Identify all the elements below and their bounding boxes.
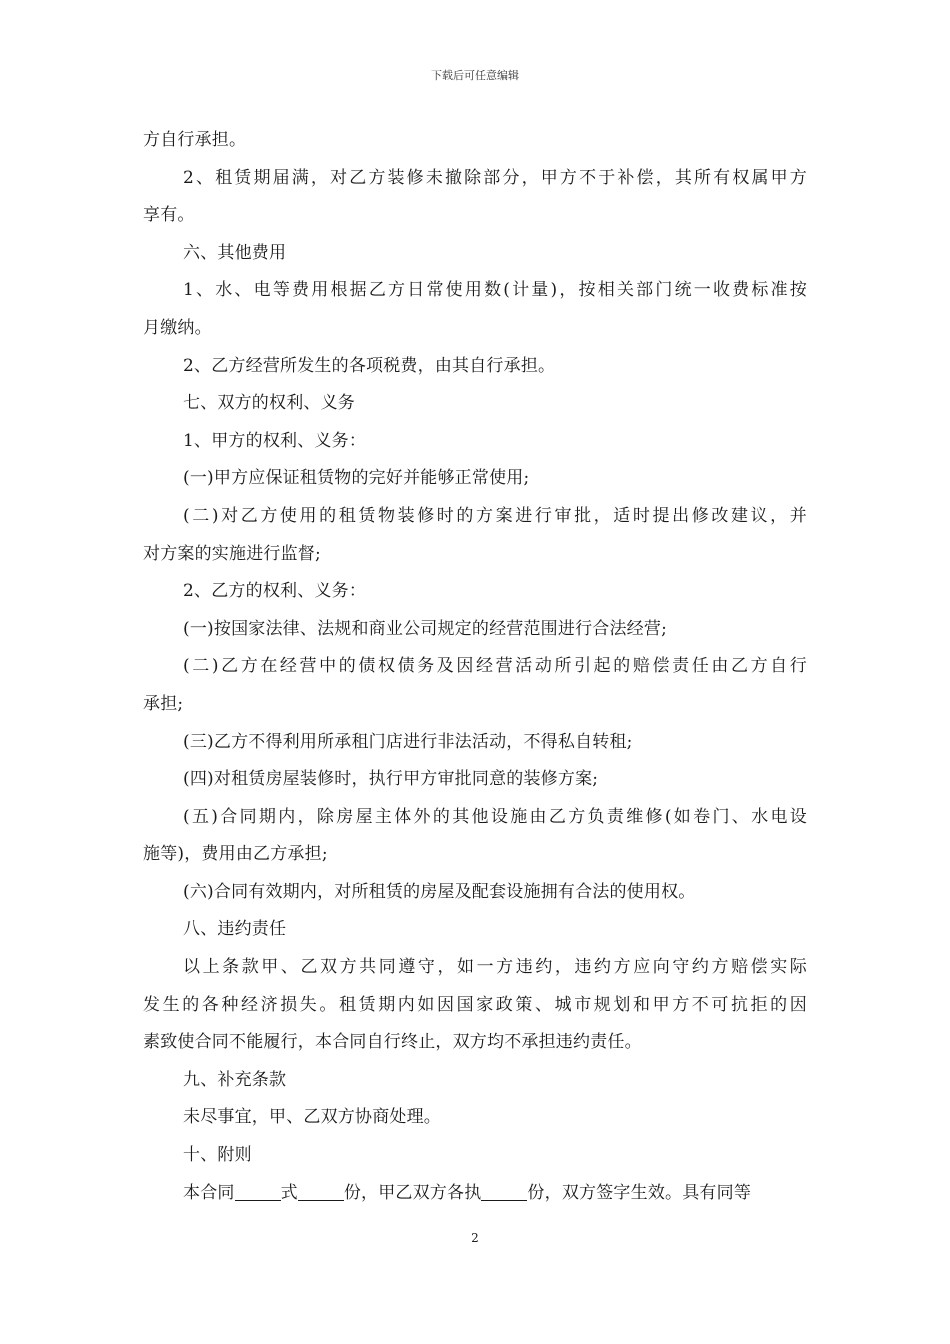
fill-in-blank: [235, 1180, 281, 1201]
text-fragment: 本合同: [183, 1182, 235, 1203]
paragraph-line: 承担;: [143, 693, 184, 714]
text-fragment: 份，甲乙双方各执: [343, 1182, 482, 1203]
text-fragment: 式: [280, 1182, 298, 1203]
paragraph-line: 享有。: [143, 205, 195, 226]
page-number: 2: [471, 1231, 479, 1245]
section-heading: 八、违约责任: [183, 919, 287, 940]
paragraph-line-with-blanks: [143, 1175, 807, 1213]
paragraph-line: 未尽事宜，甲、乙双方协商处理。: [183, 1107, 441, 1128]
paragraph-line: (二)对乙方使用的租赁物装修时的方案进行审批，适时提出修改建议，并: [183, 505, 807, 526]
paragraph-line: 2、租赁期届满，对乙方装修未撤除部分，甲方不于补偿，其所有权属甲方: [183, 167, 807, 188]
paragraph-line: 施等)，费用由乙方承担;: [143, 844, 328, 865]
paragraph-line: 1、水、电等费用根据乙方日常使用数(计量)，按相关部门统一收费标准按: [183, 280, 807, 301]
paragraph-line: (四)对租赁房屋装修时，执行甲方审批同意的装修方案;: [183, 769, 599, 790]
paragraph-line: (一)甲方应保证租赁物的完好并能够正常使用;: [183, 468, 530, 489]
document-body: [143, 122, 807, 1212]
paragraph-line: (六)合同有效期内，对所租赁的房屋及配套设施拥有合法的使用权。: [183, 881, 696, 902]
section-heading: 六、其他费用: [183, 242, 287, 263]
paragraph-line: (一)按国家法律、法规和商业公司规定的经营范围进行合法经营;: [183, 618, 667, 639]
text-fragment: 份，双方签字生效。具有同等: [527, 1182, 752, 1203]
paragraph-line: 2、乙方经营所发生的各项税费，由其自行承担。: [183, 355, 556, 376]
fill-in-blank: [481, 1180, 527, 1201]
paragraph-line: (三)乙方不得利用所承租门店进行非法活动，不得私自转租;: [183, 731, 633, 752]
paragraph-line: 素致使合同不能履行，本合同自行终止，双方均不承担违约责任。: [143, 1032, 642, 1053]
fill-in-blank: [298, 1180, 344, 1201]
section-heading: 九、补充条款: [183, 1069, 287, 1090]
paragraph-line: 对方案的实施进行监督;: [143, 543, 321, 564]
paragraph-line: (五)合同期内，除房屋主体外的其他设施由乙方负责维修(如卷门、水电设: [183, 806, 807, 827]
paragraph-line: 发生的各种经济损失。租赁期内如因国家政策、城市规划和甲方不可抗拒的因: [143, 994, 807, 1015]
section-heading: 七、双方的权利、义务: [183, 393, 355, 414]
paragraph-line: 1、甲方的权利、义务：: [183, 430, 367, 451]
paragraph-line: 月缴纳。: [143, 317, 212, 338]
page-header: 下载后可任意编辑: [431, 69, 519, 82]
paragraph-line: 以上条款甲、乙双方共同遵守，如一方违约，违约方应向守约方赔偿实际: [183, 957, 807, 978]
paragraph-line: 方自行承担。: [143, 130, 247, 150]
paragraph-line: (二)乙方在经营中的债权债务及因经营活动所引起的赔偿责任由乙方自行: [183, 656, 807, 677]
section-heading: 十、附则: [183, 1145, 252, 1166]
paragraph-line: 2、乙方的权利、义务：: [183, 581, 367, 602]
